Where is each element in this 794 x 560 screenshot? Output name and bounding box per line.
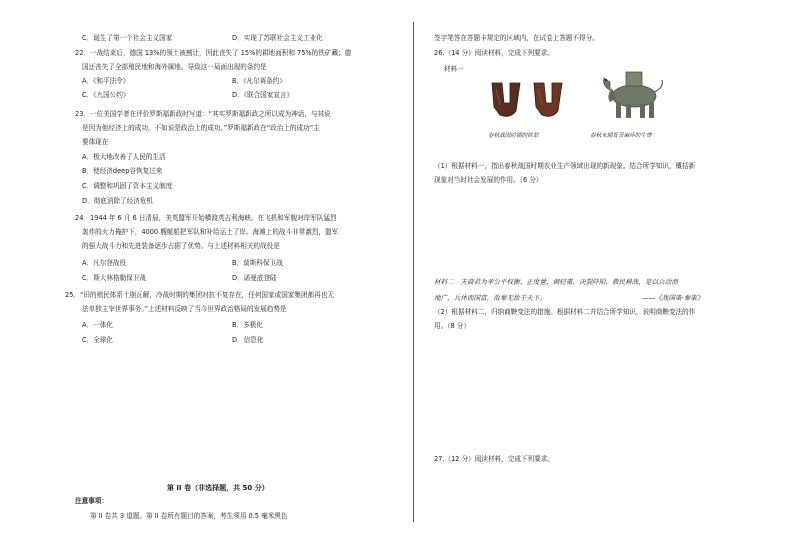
material-two-line2: 地广，兵休而国富，故秦无敌于天下。 — [434, 294, 547, 302]
caption-bronze-ox: 春秋末期背青麻环的牛尊 — [590, 133, 652, 139]
q23-stem-line1: 23．一位美国学者在评价罗斯福新政时写道：“其实罗斯福新政之所以成为神话，与其说 — [75, 110, 331, 118]
answer-instruction: 签字笔答在答题卡规定的区域内，在试卷上答题不得分。 — [434, 34, 599, 42]
q23-stem-line2: 是因为他经济上的成功，不如说是政治上的成功。”罗斯福新政在“政治上的成功”主 — [82, 124, 320, 132]
q25-option-d: D．信息化 — [232, 336, 264, 344]
q27-stem: 27.（12 分）阅读材料，完成下列要求。 — [434, 455, 554, 463]
notes-line: 第 II 卷共 3 道题。第 II 卷所有题目的答案，考生须用 0.5 毫米黑色 — [90, 512, 288, 520]
q25-option-b: B．多极化 — [232, 321, 263, 329]
q25-option-a: A．一体化 — [82, 321, 113, 329]
q24-stem-line1: 24．1944 年 6 月 6 日清晨，美英盟军开始横渡英吉利海峡。在飞机和军舰对岸军队猛烈 — [75, 214, 337, 222]
q25-stem-line2: 法单独主宰世界事务。”上述材料反映了当今世界政治格局的发展趋势是 — [82, 305, 287, 313]
q26-part2-line2: 用。（8 分） — [434, 322, 470, 330]
q22-stem-line1: 22．一战结束后，德国 13%的领土被割让，因此丧失了 15%的耕地面积和 75%的铁矿藏；德 — [75, 49, 352, 57]
q22-option-a: A．《和平法令》 — [82, 77, 130, 85]
material-two-source: ——《战国策·秦策》 — [642, 294, 704, 302]
q23-option-d: D．彻底消除了经济危机 — [82, 197, 154, 205]
q22-option-c: C．《九国公约》 — [82, 91, 130, 99]
q23-option-c: C．调整和巩固了资本主义制度 — [82, 182, 173, 190]
q26-part2-line1: （2）根据材料二，归纳商鞅变法的措施。根据材料二并结合所学知识，说明商鞅变法的作 — [434, 308, 696, 316]
section-title: 第 II 卷（非选择题，共 50 分） — [167, 484, 269, 492]
q26-part1-line2: 现象对当时社会发展的作用。（6 分） — [434, 176, 543, 184]
q26-part1-line1: （1）根据材料一，指出春秋战国时期农业生产领域出现的新现象。结合所学知识，概括新 — [434, 162, 696, 170]
q21-option-c: C．诞生了第一个社会主义国家 — [82, 34, 173, 42]
material-one-label: 材料一 — [444, 65, 464, 73]
iron-plough-image — [486, 75, 572, 125]
q26-stem: 26.（14 分）阅读材料，完成下列要求。 — [434, 49, 554, 57]
q24-option-b: B．莫斯科保卫战 — [232, 259, 283, 267]
q24-option-d: D．诺曼底登陆 — [232, 274, 277, 282]
q22-option-b: B．《凡尔赛条约》 — [232, 77, 286, 85]
q23-option-a: A．极大地改善了人民的生活 — [82, 153, 166, 161]
caption-iron-plough: 春秋战国时期的铁犁 — [488, 133, 539, 139]
column-divider — [413, 22, 414, 522]
q25-stem-line1: 25．“旧的殖民体系土崩瓦解，冷战时期的集团对抗不复存在，任何国家或国家集团都再也无 — [65, 291, 334, 299]
q23-option-b: B．使经济deep谷恢复过来 — [82, 167, 163, 175]
q22-option-d: D．《联合国家宣言》 — [232, 91, 294, 99]
q25-option-c: C．全球化 — [82, 336, 113, 344]
notes-title: 注意事项： — [75, 497, 108, 505]
material-two-line1: 材料二 夫商君为孝公平权衡、正度量、调轻重，决裂阡陌，教民耕战，是以兵动而 — [434, 278, 678, 286]
q23-stem-line3: 要体现在 — [82, 138, 109, 146]
q21-option-d: D．实现了苏联社会主义工业化 — [232, 34, 323, 42]
q24-stem-line3: 的强大战斗力和先进装备逐步占据了优势。与上述材料相关的战役是 — [82, 242, 280, 250]
q24-stem-line2: 轰炸的火力掩护下，4000 艘艇船把军队和补给运上了岸。海滩上的战斗非常激烈，盟军 — [82, 228, 339, 236]
q24-option-a: A．凡尔登战役 — [82, 259, 127, 267]
bronze-ox-vessel-image — [596, 66, 672, 126]
q22-stem-line2: 国还丧失了全部殖民地和海外属地。导致这一局面出现的条约是 — [82, 63, 267, 71]
q24-option-c: C．斯大林格勒保卫战 — [82, 274, 146, 282]
